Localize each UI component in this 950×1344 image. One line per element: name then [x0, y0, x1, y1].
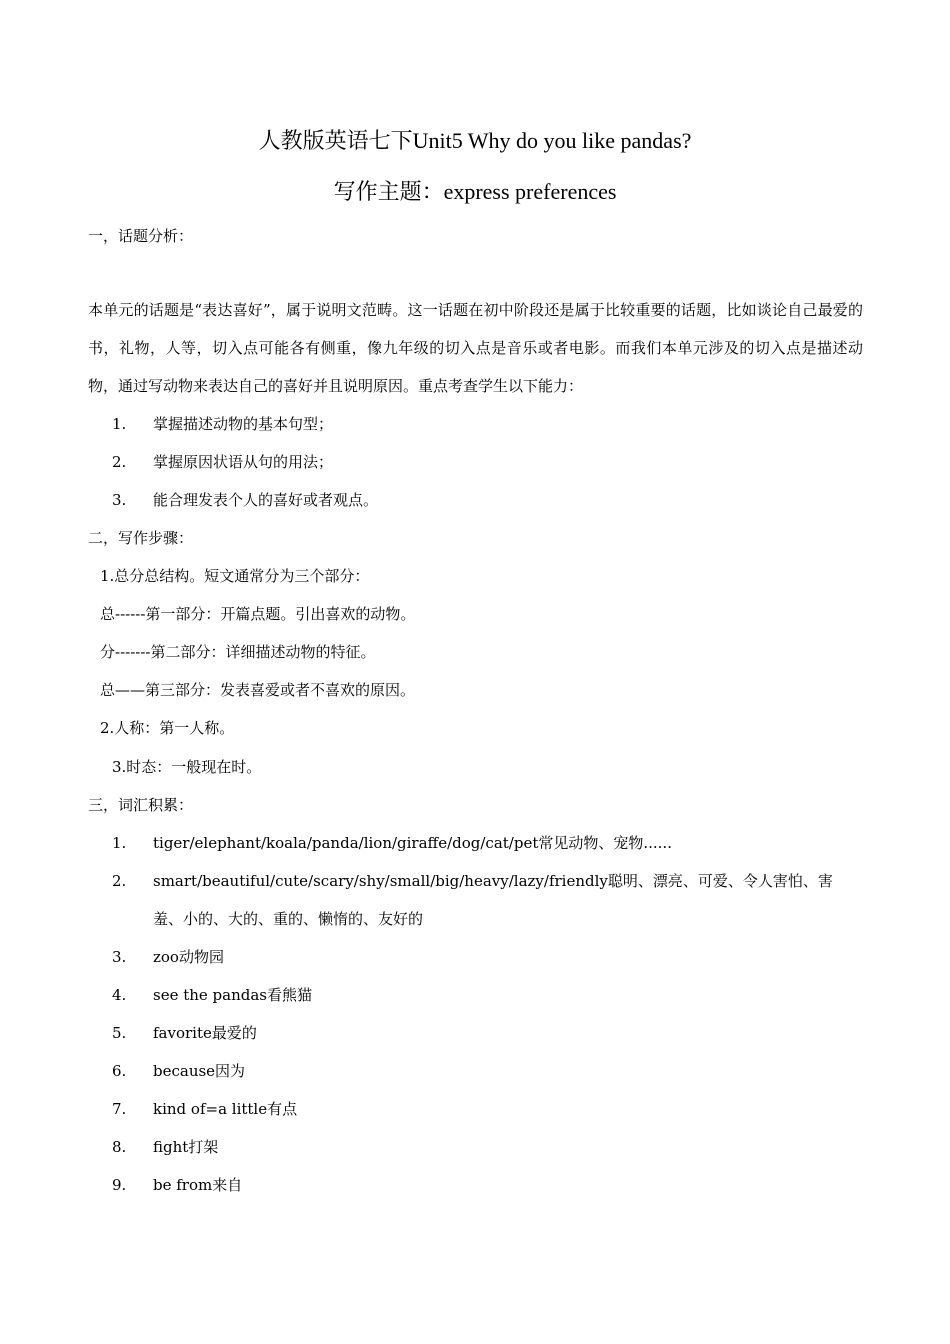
- section-1-item-1-text: 掌握描述动物的基本句型；: [153, 415, 334, 433]
- section-1-heading: 一，话题分析：: [88, 227, 194, 245]
- section-3-item-1-text: tiger/elephant/koala/panda/lion/giraffe/dog/cat/pet常见动物、宠物......: [153, 834, 672, 852]
- section-3-item-7-text: kind of=a little有点: [153, 1100, 298, 1118]
- section-3-item-1-number: 1.: [112, 834, 127, 852]
- section-1-item-3-text: 能合理发表个人的喜好或者观点。: [153, 491, 379, 509]
- section-3-item-9-number: 9.: [112, 1176, 127, 1194]
- section-1-item-2-text: 掌握原因状语从句的用法；: [153, 453, 334, 471]
- section-2-line-5: 2.人称：第一人称。: [100, 719, 235, 737]
- section-3-item-3-number: 3.: [112, 948, 127, 966]
- section-3-heading: 三，词汇积累：: [88, 796, 194, 814]
- section-3-item-2-text-line-1: [153, 871, 860, 938]
- section-3-item-4-text: see the pandas看熊猫: [153, 986, 313, 1004]
- section-1-paragraph: 本单元的话题是“表达喜好”，属于说明文范畴。这一话题在初中阶段还是属于比较重要的话题，比如谈论自己最爱的书，礼物，人等，切入点可能各有侧重，像九年级的切入点是音乐或者电影。而我们本单元涉及的切入点是描述动物，通过写动物来表达自己的喜好并且说明原因。重点考查学生以下能力：: [88, 301, 863, 395]
- section-2-line-4: 总——第三部分：发表喜爱或者不喜欢的原因。: [100, 681, 416, 699]
- document-subtitle: 写作主题：express preferences: [333, 179, 617, 204]
- section-1-item-3-number: 3.: [112, 491, 127, 509]
- section-3-item-7-number: 7.: [112, 1100, 127, 1118]
- section-2-line-2: 总------第一部分：开篇点题。引出喜欢的动物。: [100, 605, 416, 623]
- section-2-line-3: 分-------第二部分：详细描述动物的特征。: [100, 643, 376, 661]
- section-2-heading: 二，写作步骤：: [88, 529, 194, 547]
- section-3-item-2-number: 2.: [112, 872, 127, 890]
- section-1-item-1-number: 1.: [112, 415, 127, 433]
- section-1-item-2-number: 2.: [112, 453, 127, 471]
- section-3-item-6-text: because因为: [153, 1062, 246, 1080]
- section-3-item-8-text: fight打架: [153, 1138, 219, 1156]
- section-2-line-1: 1.总分总结构。短文通常分为三个部分：: [100, 567, 370, 585]
- section-3-item-5-number: 5.: [112, 1024, 127, 1042]
- section-3-item-2-text: smart/beautiful/cute/scary/shy/small/big/heavy/lazy/friendly聪明、漂亮、可爱、令人害怕、害羞、小的、大的、重的、懒惰的、友好的: [153, 872, 833, 928]
- section-2-line-6: 3.时态：一般现在时。: [112, 758, 262, 776]
- document-title: 人教版英语七下Unit5 Why do you like pandas?: [258, 128, 692, 153]
- section-3-item-6-number: 6.: [112, 1062, 127, 1080]
- section-3-item-9-text: be from来自: [153, 1176, 243, 1194]
- section-3-item-5-text: favorite最爱的: [153, 1024, 257, 1042]
- section-3-item-4-number: 4.: [112, 986, 127, 1004]
- section-3-item-8-number: 8.: [112, 1138, 127, 1156]
- section-3-item-3-text: zoo动物园: [153, 948, 224, 966]
